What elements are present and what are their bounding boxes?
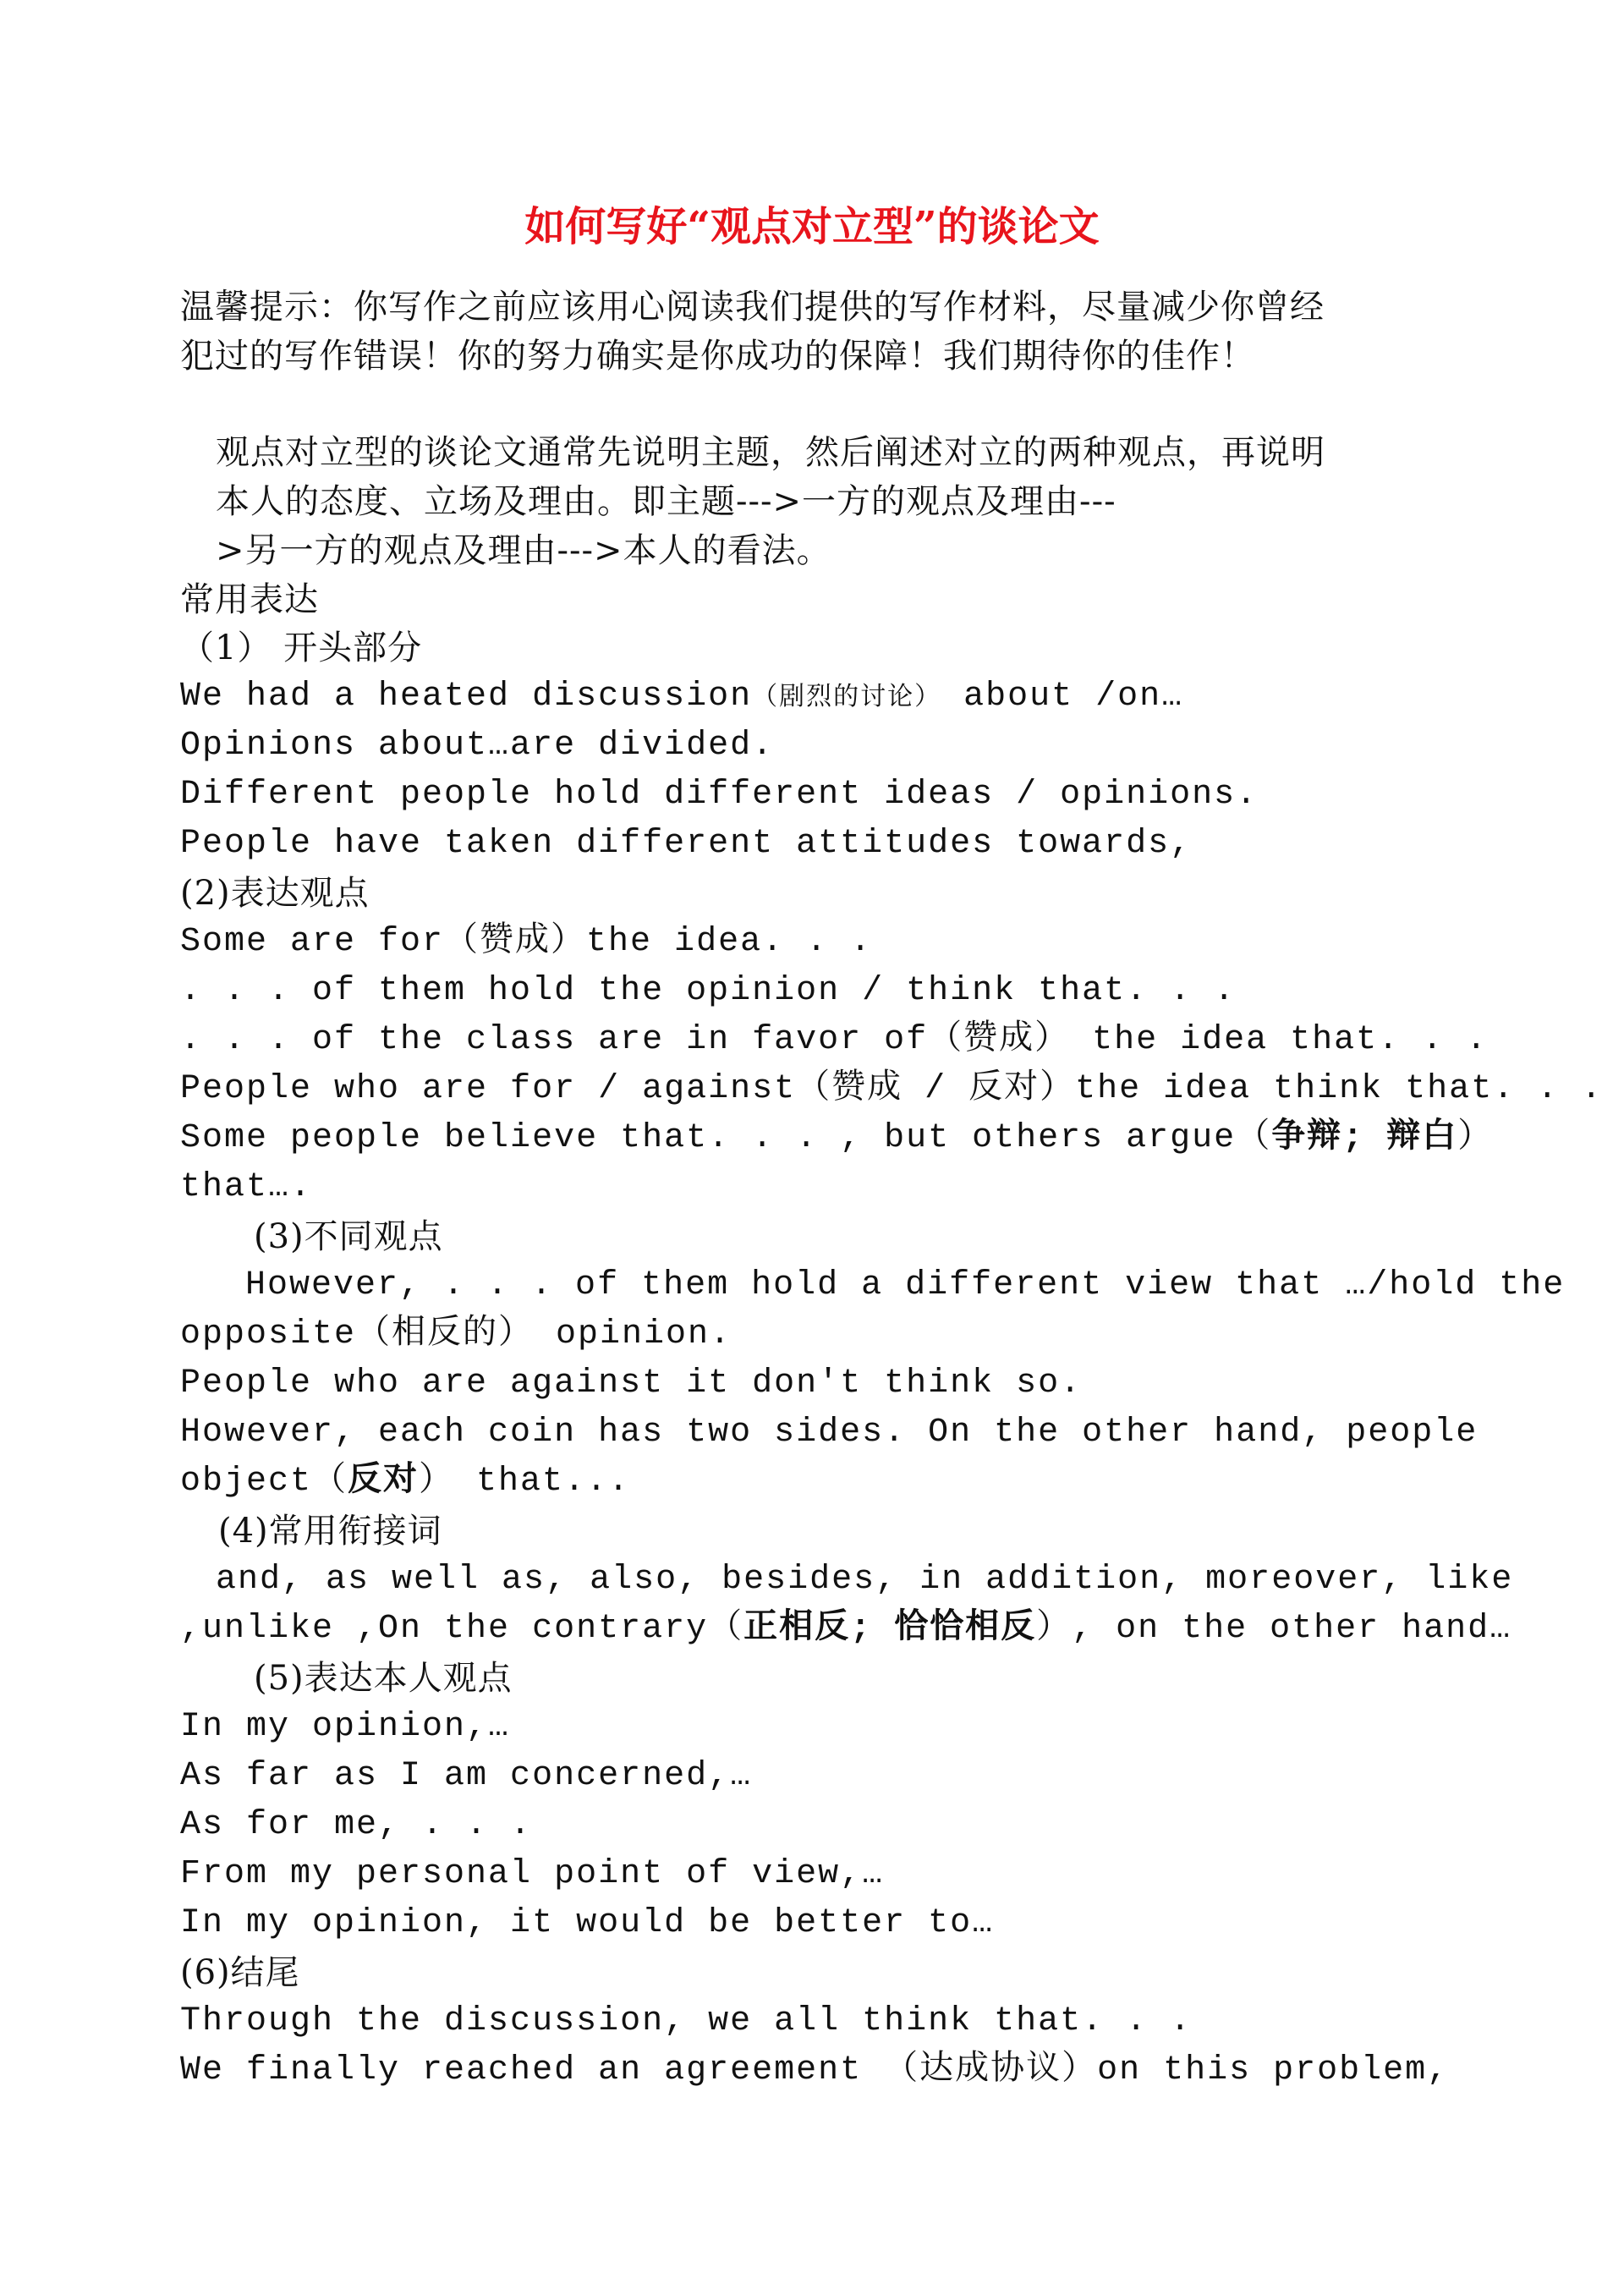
s4-line-1: and, as well as, also, besides, in addition, moreover, like	[216, 1561, 1514, 1599]
s1-line-2: Opinions about…are divided.	[180, 727, 775, 765]
section-5-heading: (5)表达本人观点	[254, 1659, 513, 1698]
s1-line-1-a: We had a heated discussion	[180, 678, 753, 716]
s2-line-5-c: ）	[1457, 1119, 1494, 1157]
s2-line-5	[180, 1114, 1493, 1163]
section-6-heading: (6)结尾	[180, 1953, 300, 1992]
s5-line-5: In my opinion, it would be better to…	[180, 1904, 995, 1942]
s5-line-4: From my personal point of view,…	[180, 1855, 885, 1893]
s4-line-2-b: 正相反; 恰恰相反	[743, 1610, 1037, 1648]
s6-line-2: We finally reached an agreement （达成协议）on this problem,	[180, 2051, 1450, 2089]
s2-line-2: . . . of them hold the opinion / think that. . .	[180, 972, 1237, 1010]
s3-line-5	[180, 1458, 630, 1507]
s1-line-3: Different people hold different ideas / opinions.	[180, 776, 1259, 814]
s4-line-2-a: ,unlike ,On the contrary（	[180, 1610, 744, 1648]
s2-line-4: People who are for / against（赞成 / 反对）the idea think that. . .	[180, 1070, 1604, 1108]
s3-line-4: However, each coin has two sides. On the other hand, people	[180, 1414, 1479, 1452]
s4-line-2	[180, 1605, 1512, 1654]
intro-line-2: 本人的态度、立场及理由。即主题--->一方的观点及理由---	[216, 482, 1116, 521]
common-expressions-heading: 常用表达	[180, 580, 319, 619]
s1-line-1	[180, 673, 1183, 723]
s3-line-3: People who are against it don't think so.	[180, 1364, 1083, 1403]
s3-line-5-a: object（	[180, 1463, 348, 1501]
document-title: 如何写好“观点对立型”的谈论文	[524, 203, 1100, 250]
s6-line-1: Through the discussion, we all think that. . .	[180, 2002, 1193, 2040]
s1-line-1-c: about /on…	[941, 678, 1184, 716]
s5-line-1: In my opinion,…	[180, 1708, 511, 1746]
tip-line-1: 温馨提示：你写作之前应该用心阅读我们提供的写作材料，尽量减少你曾经	[180, 288, 1325, 327]
section-2-heading: (2)表达观点	[180, 874, 370, 913]
s3-line-2: opposite（相反的） opinion.	[180, 1315, 732, 1353]
s2-line-1: Some are for（赞成）the idea. . .	[180, 923, 873, 961]
s2-line-3: . . . of the class are in favor of（赞成） the idea that. . .	[180, 1021, 1489, 1059]
section-3-heading: (3)不同观点	[254, 1217, 443, 1256]
s2-line-5-b: 争辩; 辩白	[1271, 1119, 1458, 1157]
s2-line-6: that….	[180, 1168, 313, 1206]
intro-line-3: >另一方的观点及理由--->本人的看法。	[216, 531, 831, 570]
s3-line-5-b: 反对	[348, 1463, 420, 1501]
s3-line-5-c: ） that...	[419, 1463, 631, 1501]
tip-line-2: 犯过的写作错误！你的努力确实是你成功的保障！我们期待你的佳作！	[180, 337, 1255, 376]
s5-line-2: As far as I am concerned,…	[180, 1757, 753, 1795]
s2-line-5-a: Some people believe that. . . , but others argue（	[180, 1119, 1272, 1157]
section-4-heading: (4)常用衔接词	[218, 1512, 442, 1551]
section-1-heading: （1） 开头部分	[180, 629, 423, 667]
s3-line-1: However, . . . of them hold a different view that …/hold the	[245, 1266, 1566, 1304]
s1-line-1-b: （剧烈的讨论）	[752, 684, 942, 713]
s4-line-2-c: ）, on the other hand…	[1036, 1610, 1512, 1648]
intro-line-1: 观点对立型的谈论文通常先说明主题，然后阐述对立的两种观点，再说明	[216, 433, 1325, 472]
s5-line-3: As for me, . . .	[180, 1806, 533, 1844]
s1-line-4: People have taken different attitudes towards,	[180, 825, 1193, 863]
